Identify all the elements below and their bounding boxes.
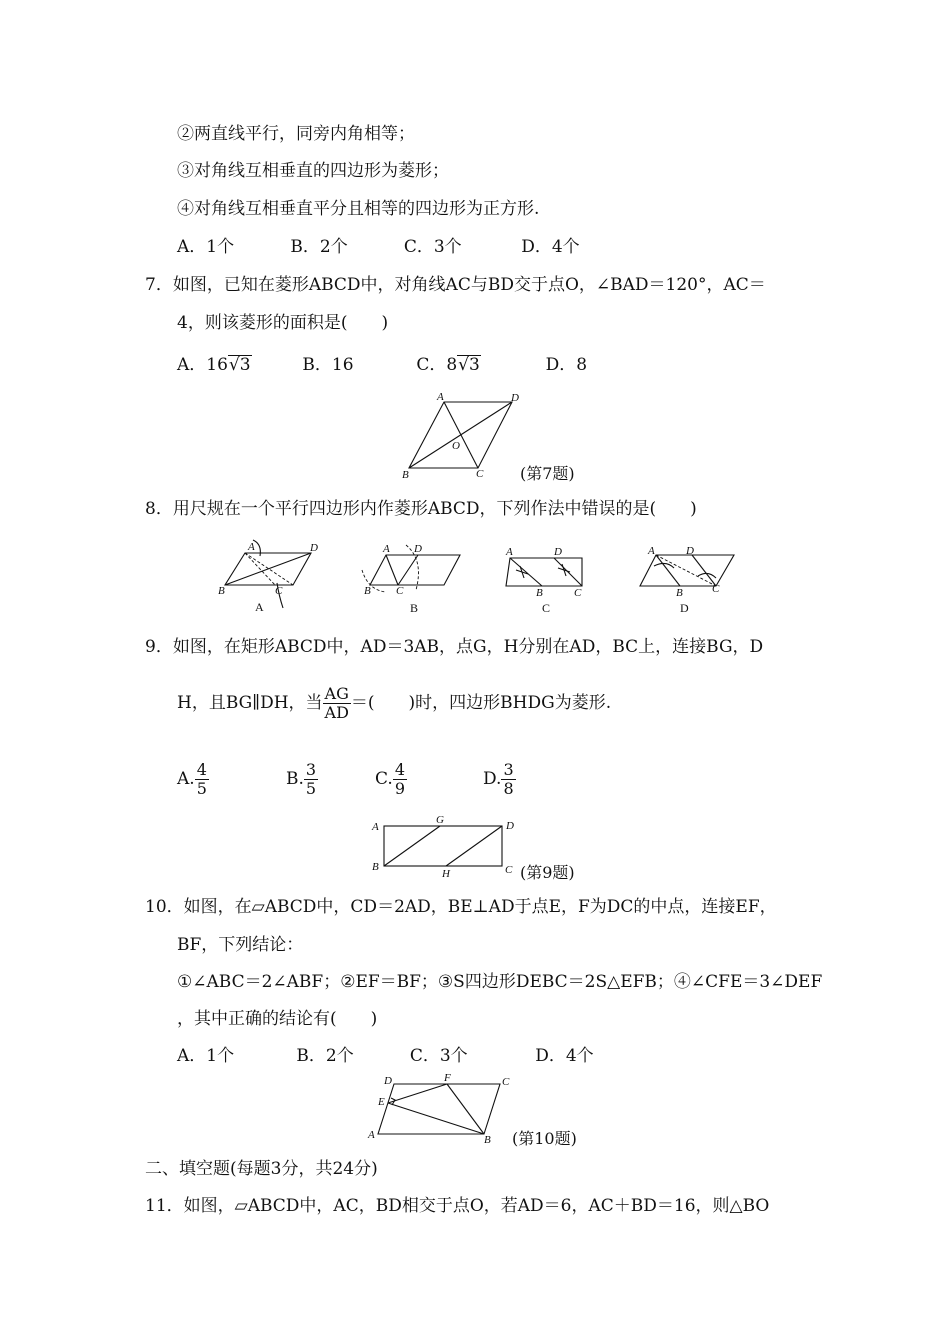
- q9-segment-dh: [446, 826, 502, 866]
- q8-caption-a: A: [255, 600, 264, 614]
- q7-label-d: D: [511, 392, 519, 404]
- q7-option-d: D．8: [545, 355, 588, 375]
- q9-option-a: A. $\frac{4}{5}$: [177, 759, 207, 798]
- q7-option-b: B．16: [302, 355, 354, 375]
- statement-4: ④对角线互相垂直平分且相等的四边形为正方形.: [177, 199, 540, 219]
- q8-caption-d: D: [680, 601, 689, 615]
- q9-rectangle-figure: [368, 814, 518, 880]
- q10-parallelogram: [378, 1084, 500, 1134]
- statement-2: ②两直线平行，同旁内角相等；: [177, 124, 415, 144]
- q7-diagonal-bd: [409, 402, 512, 468]
- q7-caption: (第7题): [520, 464, 575, 483]
- q10-segment-be: [388, 1103, 484, 1134]
- q8-figure-c: [498, 540, 608, 616]
- svg-text:A: A: [248, 541, 255, 553]
- q10-segment-fb: [447, 1084, 484, 1134]
- q9-option-b: B. $\frac{3}{5}$: [286, 759, 317, 798]
- q10-caption: (第10题): [512, 1129, 577, 1148]
- svg-text:A: A: [372, 821, 379, 833]
- q6-options: [177, 236, 580, 258]
- q7-option-a: A．16√3: [177, 355, 251, 375]
- q10-option-c: C．3个: [409, 1046, 468, 1066]
- q9-fraction: $\frac{AG}{AD}$: [324, 683, 349, 722]
- svg-text:B: B: [372, 861, 379, 873]
- q10-parallelogram-figure: [366, 1072, 516, 1144]
- q9-options: [177, 756, 516, 802]
- svg-text:D: D: [384, 1075, 392, 1087]
- q10-stem-line3: ①∠ABC＝2∠ABF；②EF＝BF；③S四边形DEBC＝2S△EFB；④∠CFE＝3∠DEF: [177, 972, 823, 992]
- svg-text:C: C: [712, 583, 720, 595]
- q8-figure-d: [636, 540, 746, 616]
- svg-text:B: B: [484, 1134, 491, 1146]
- q7-label-a: A: [437, 391, 444, 403]
- svg-text:D: D: [414, 543, 422, 555]
- svg-text:C: C: [505, 864, 513, 876]
- q11-stem: 11．如图，▱ABCD中，AC，BD相交于点O，若AD＝6，AC＋BD＝16，则△BO: [145, 1196, 770, 1216]
- svg-text:A: A: [383, 543, 390, 555]
- q9-stem-line1: 9．如图，在矩形ABCD中，AD＝3AB，点G，H分别在AD，BC上，连接BG，D: [145, 637, 764, 657]
- q10-option-a: A．1个: [177, 1046, 235, 1066]
- q10-segment-ef: [388, 1084, 447, 1103]
- svg-text:A: A: [506, 546, 513, 558]
- q10-option-d: D．4个: [535, 1046, 594, 1066]
- q8-figure-b: [358, 540, 468, 616]
- q7-label-c: C: [476, 468, 484, 480]
- svg-text:B: B: [364, 585, 371, 597]
- q9-option-d: D. $\frac{3}{8}$: [483, 759, 514, 798]
- q10-options: [177, 1045, 594, 1067]
- q7-stem-line2: 4，则该菱形的面积是( ): [177, 313, 389, 333]
- q8-caption-b: B: [410, 601, 419, 615]
- q7-stem-line1: 7．如图，已知在菱形ABCD中，对角线AC与BD交于点O，∠BAD＝120°，AC＝: [145, 275, 766, 295]
- q7-label-o: O: [452, 440, 460, 452]
- q7-rhombus-figure: [395, 388, 525, 480]
- q7-options: [177, 354, 587, 376]
- q6-option-b: B．2个: [290, 237, 348, 257]
- q10-option-b: B．2个: [296, 1046, 354, 1066]
- q6-option-d: D．4个: [521, 237, 580, 257]
- q8-figure-a: [215, 538, 325, 614]
- svg-text:G: G: [436, 814, 444, 826]
- svg-text:C: C: [275, 585, 283, 597]
- svg-text:D: D: [554, 546, 562, 558]
- q6-option-c: C．3个: [403, 237, 462, 257]
- svg-text:C: C: [502, 1076, 510, 1088]
- svg-text:B: B: [218, 585, 225, 597]
- section-heading: 二、填空题(每题3分，共24分): [145, 1159, 378, 1179]
- q9-segment-bg: [384, 826, 440, 866]
- svg-text:E: E: [378, 1096, 385, 1108]
- q9-stem-line2: H，且BG∥DH，当 $\frac{AG}{AD}$ ＝( )时，四边形BHDG为菱形.: [177, 683, 612, 722]
- svg-text:C: C: [396, 585, 404, 597]
- svg-text:C: C: [574, 587, 582, 599]
- q7-option-c: C．8√3: [416, 355, 480, 375]
- svg-text:B: B: [676, 587, 683, 599]
- q7-label-b: B: [402, 469, 409, 481]
- svg-text:A: A: [648, 545, 655, 557]
- svg-text:D: D: [686, 545, 694, 557]
- q10-stem-line4: ，其中正确的结论有( ): [177, 1009, 378, 1029]
- svg-text:H: H: [442, 868, 450, 880]
- svg-text:D: D: [506, 820, 514, 832]
- svg-text:A: A: [368, 1129, 375, 1141]
- q9-option-c: C. $\frac{4}{9}$: [375, 759, 405, 798]
- statement-3: ③对角线互相垂直的四边形为菱形；: [177, 161, 449, 181]
- q9-rectangle: [384, 826, 502, 866]
- svg-text:F: F: [444, 1072, 451, 1084]
- svg-text:B: B: [536, 587, 543, 599]
- q8-stem: 8．用尺规在一个平行四边形内作菱形ABCD，下列作法中错误的是( ): [145, 499, 697, 519]
- svg-text:D: D: [310, 542, 318, 554]
- q8-caption-c: C: [542, 601, 551, 615]
- q9-caption: (第9题): [520, 863, 575, 882]
- q10-stem-line1: 10．如图，在▱ABCD中，CD＝2AD，BE⊥AD于点E，F为DC的中点，连接EF，: [145, 897, 777, 917]
- q10-stem-line2: BF，下列结论：: [177, 935, 304, 955]
- q6-option-a: A．1个: [177, 237, 235, 257]
